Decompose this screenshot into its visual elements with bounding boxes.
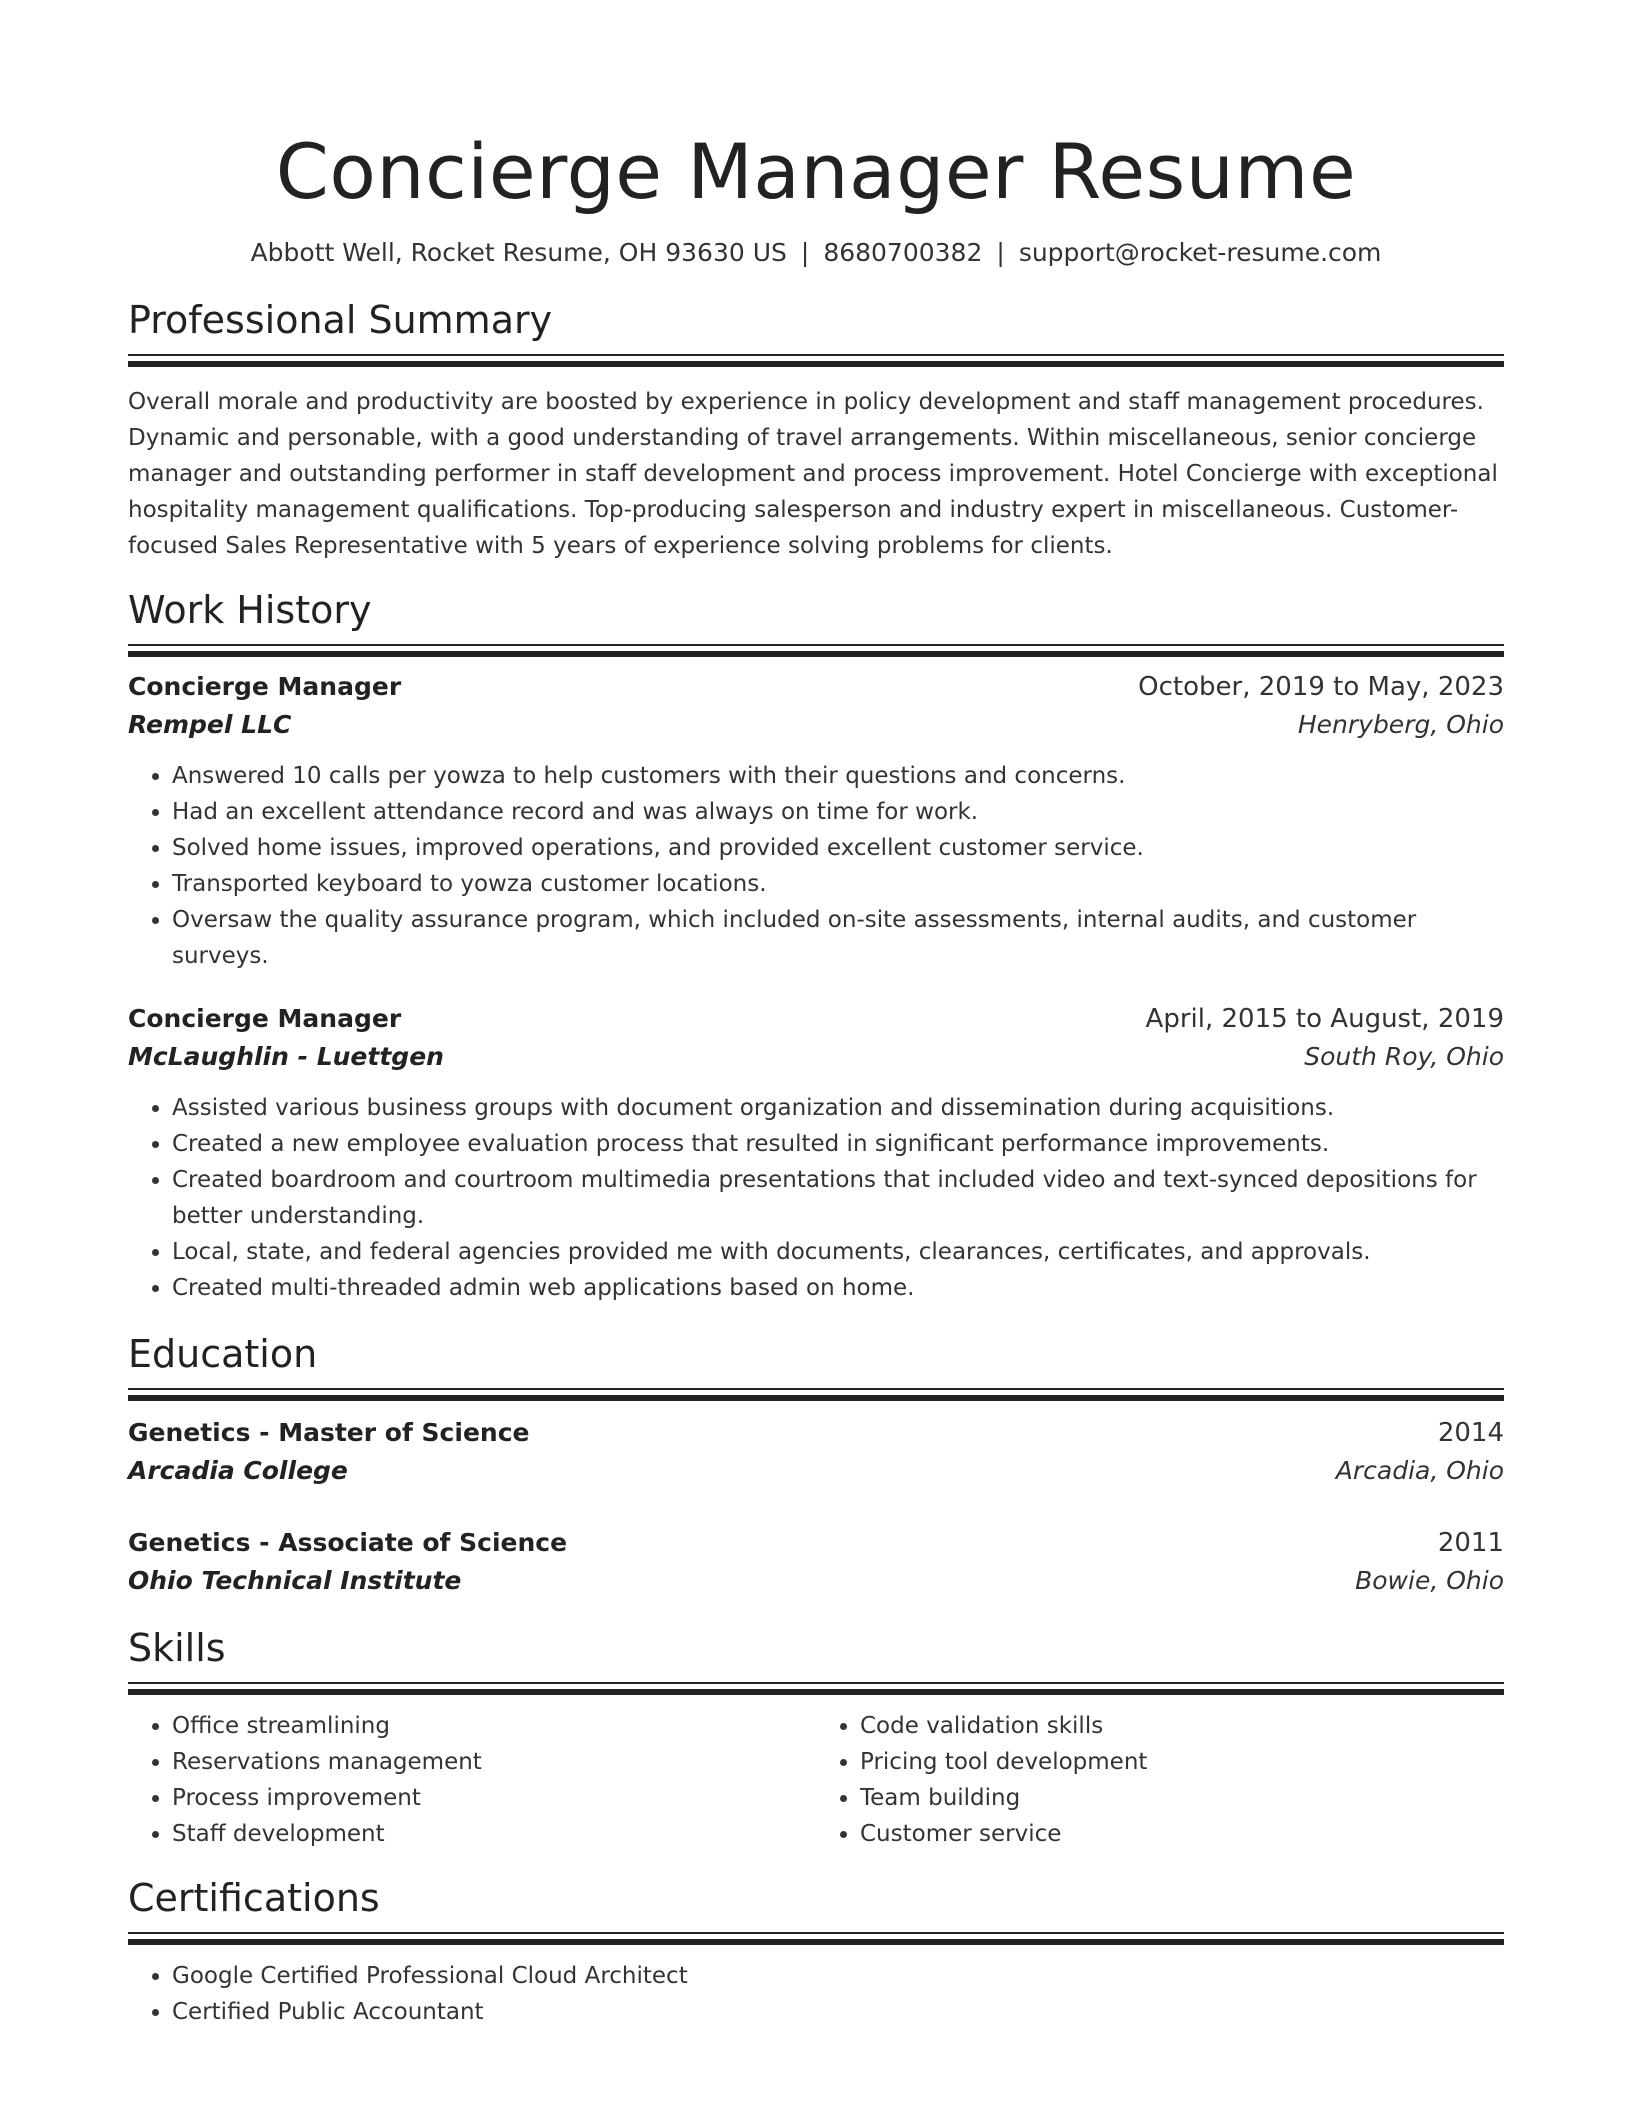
- section-divider: [128, 644, 1504, 658]
- job-entry: [128, 1000, 1504, 1306]
- skills-list-left: [128, 1708, 816, 1852]
- work-section: [128, 586, 1504, 1306]
- skill-item: • Process improvement: [172, 1780, 816, 1816]
- skill-item: • Pricing tool development: [860, 1744, 1504, 1780]
- list-item: • Oversaw the quality assurance program, which included on-site assessments, internal audits, and customer surveys.: [172, 902, 1504, 974]
- degree: Genetics - Associate of Science: [128, 1528, 568, 1557]
- education-entry: [128, 1414, 1504, 1490]
- skill-item: • Office streamlining: [172, 1708, 816, 1744]
- contact-email: support@rocket-resume.com: [1018, 238, 1382, 267]
- list-item: • Transported keyboard to yowza customer locations.: [172, 866, 1504, 902]
- section-divider: [128, 1388, 1504, 1402]
- job-location: South Roy, Ohio: [1304, 1042, 1504, 1071]
- school-name: Arcadia College: [128, 1456, 348, 1485]
- skill-item: • Code validation skills: [860, 1708, 1504, 1744]
- skill-item: • Reservations management: [172, 1744, 816, 1780]
- certification-item: • Certified Public Accountant: [172, 1994, 1504, 2030]
- job-entry: [128, 668, 1504, 974]
- job-title: Concierge Manager: [128, 672, 402, 701]
- section-heading: Certifications: [128, 1876, 380, 1920]
- list-item: • Had an excellent attendance record and was always on time for work.: [172, 794, 1504, 830]
- section-divider: [128, 354, 1504, 368]
- page-title: Concierge Manager Resume: [275, 127, 1357, 216]
- job-company: Rempel LLC: [128, 710, 292, 739]
- section-heading: Skills: [128, 1626, 226, 1670]
- education-entry: [128, 1524, 1504, 1600]
- list-item: • Answered 10 calls per yowza to help customers with their questions and concerns.: [172, 758, 1504, 794]
- section-heading: Professional Summary: [128, 298, 553, 342]
- certifications-list: [128, 1958, 1504, 2030]
- degree: Genetics - Master of Science: [128, 1418, 530, 1447]
- summary-section: [128, 296, 1504, 564]
- section-heading: Education: [128, 1332, 318, 1376]
- contact-line: [128, 236, 1504, 270]
- job-dates: October, 2019 to May, 2023: [1138, 672, 1504, 702]
- list-item: • Solved home issues, improved operations, and provided excellent customer service.: [172, 830, 1504, 866]
- job-location: Henryberg, Ohio: [1297, 710, 1504, 739]
- skill-item: • Customer service: [860, 1816, 1504, 1852]
- section-divider: [128, 1932, 1504, 1946]
- list-item: • Assisted various business groups with document organization and dissemination during acquisitions.: [172, 1090, 1504, 1126]
- list-item: • Local, state, and federal agencies provided me with documents, clearances, certificates, and approvals.: [172, 1234, 1504, 1270]
- section-heading: Work History: [128, 588, 372, 632]
- skills-columns: [128, 1696, 1504, 1852]
- contact-address: Abbott Well, Rocket Resume, OH 93630 US: [250, 238, 787, 267]
- list-item: • Created a new employee evaluation process that resulted in significant performance improvements.: [172, 1126, 1504, 1162]
- resume-page: [128, 0, 1504, 2030]
- certification-item: • Google Certified Professional Cloud Architect: [172, 1958, 1504, 1994]
- job-company: McLaughlin - Luettgen: [128, 1042, 444, 1071]
- job-dates: April, 2015 to August, 2019: [1145, 1004, 1504, 1034]
- school-location: Bowie, Ohio: [1355, 1566, 1504, 1595]
- graduation-year: 2014: [1437, 1418, 1504, 1448]
- list-item: • Created multi-threaded admin web applications based on home.: [172, 1270, 1504, 1306]
- contact-separator: |: [800, 238, 810, 267]
- section-divider: [128, 1682, 1504, 1696]
- skills-section: [128, 1624, 1504, 1852]
- graduation-year: 2011: [1437, 1528, 1504, 1558]
- job-bullets: [128, 1090, 1504, 1306]
- skill-item: • Staff development: [172, 1816, 816, 1852]
- job-title: Concierge Manager: [128, 1004, 402, 1033]
- school-location: Arcadia, Ohio: [1335, 1456, 1504, 1485]
- certifications-section: [128, 1874, 1504, 2030]
- school-name: Ohio Technical Institute: [128, 1566, 462, 1595]
- contact-separator: |: [996, 238, 1005, 267]
- list-item: • Created boardroom and courtroom multimedia presentations that included video and text-synced depositions for better understanding.: [172, 1162, 1504, 1234]
- contact-phone: 8680700382: [823, 238, 983, 267]
- education-section: [128, 1330, 1504, 1600]
- job-bullets: [128, 758, 1504, 974]
- skill-item: • Team building: [860, 1780, 1504, 1816]
- summary-text: Overall morale and productivity are boosted by experience in policy development and staff management procedures. Dynamic and personable, with a good understanding of travel arrangements. Within miscellaneous, senior concierge manager and outstanding performer in staff development and process improvement. Hotel Concierge with exceptional hospitality management qualifications. Top-producing salesperson and industry expert in miscellaneous. Customer-focused Sales Representative with 5 years of experience solving problems for clients.: [128, 389, 1498, 559]
- skills-list-right: [816, 1708, 1504, 1852]
